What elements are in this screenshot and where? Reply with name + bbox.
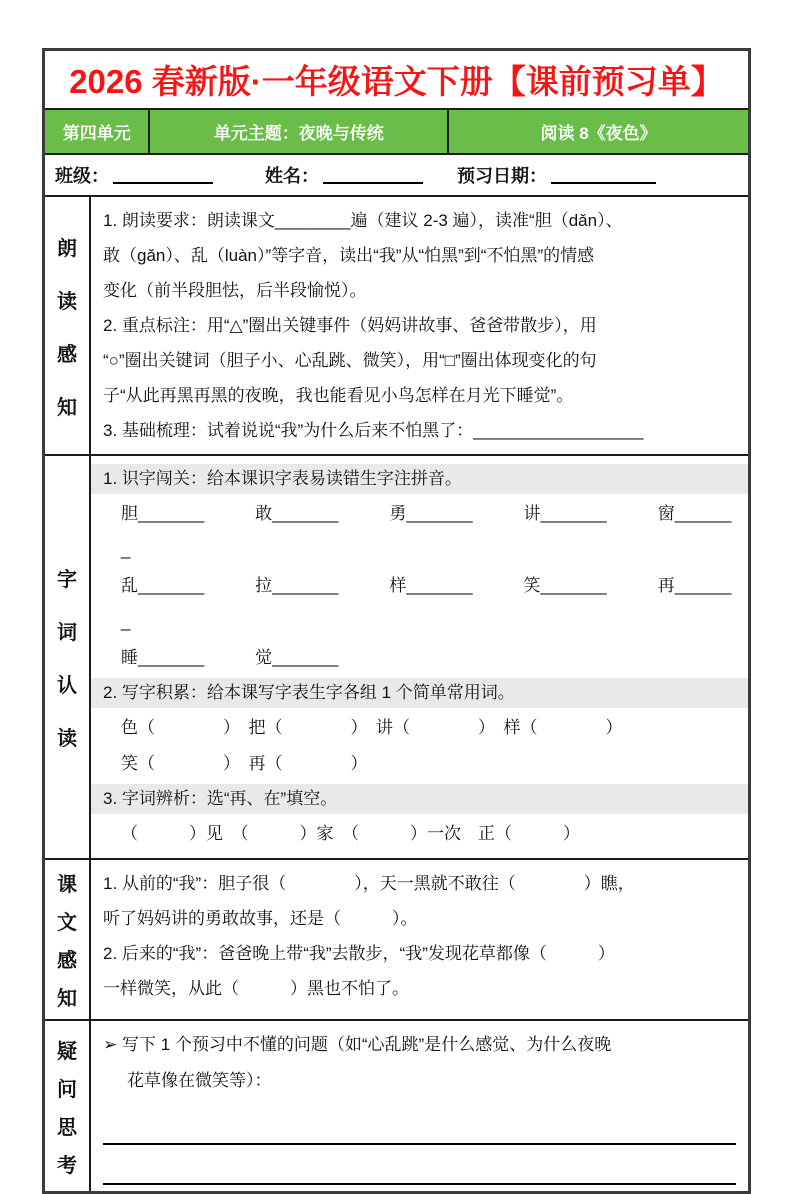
section-label-reading (45, 197, 91, 454)
unit-header-bar (45, 110, 748, 155)
preview-date-blank (551, 166, 656, 184)
section-line: ➢ 写下 1 个预习中不懂的问题（如“心乱跳”是什么感觉、为什么夜晚 (103, 1035, 612, 1054)
section-line: 2. 后来的“我”：爸爸晚上带“我”去散步，“我”发现花草都像（ ） (103, 944, 615, 963)
section-label-char: 读 (57, 728, 77, 750)
section-label-char: 知 (57, 396, 77, 419)
section-label-char: 读 (57, 290, 77, 313)
section-label-text-sense (45, 860, 91, 1019)
section-label-char: 思 (57, 1116, 77, 1139)
section-line: 1. 识字闯关：给本课识字表易读错生字注拼音。 (91, 464, 748, 494)
section-line: 笑（ ） 再（ ） (121, 754, 368, 773)
section-text-sense (45, 860, 748, 1021)
section-line: 一样微笑，从此（ ）黑也不怕了。 (103, 979, 409, 998)
section-label-char: 问 (57, 1078, 77, 1101)
section-line: “○”圈出关键词（胆子小、心乱跳、微笑），用“□”圈出体现变化的句 (103, 351, 597, 370)
section-label-words (45, 456, 91, 858)
name-label: 姓名： (265, 166, 319, 186)
section-label-questions (45, 1021, 91, 1191)
section-words (45, 456, 748, 860)
section-line: （ ）见 （ ）家 （ ）一次 正（ ） (121, 824, 580, 843)
section-line: 2. 写字积累：给本课写字表生字各组 1 个简单常用词。 (91, 678, 748, 708)
section-line: 子“从此再黑再黑的夜晚，我也能看见小鸟怎样在月光下睡觉”。 (103, 386, 574, 405)
section-line: 睡_______ 觉_______ (121, 648, 339, 667)
page-title: 2026 春新版·一年级语文下册【课前预习单】 (69, 63, 724, 100)
answer-blank-line (103, 1145, 736, 1185)
unit-theme-cell: 单元主题：夜晚与传统 (150, 110, 449, 153)
answer-blank-line (103, 1105, 736, 1145)
student-info-row (45, 155, 748, 197)
section-line: 1. 朗读要求：朗读课文________遍（建议 2-3 遍），读准“胆（dǎn）、 (103, 211, 623, 230)
section-label-char: 字 (57, 569, 77, 591)
section-line: 2. 重点标注：用“△”圈出关键事件（妈妈讲故事、爸爸带散步），用 (103, 316, 597, 335)
section-label-char: 文 (57, 912, 77, 934)
section-line: 乱_______ 拉_______ 样_______ 笑_______ 再_______ (121, 576, 732, 631)
section-line: 花草像在微笑等）： (127, 1071, 272, 1090)
sections-container (45, 197, 748, 1191)
section-line: 胆_______ 敢_______ 勇_______ 讲_______ 窗_______ (121, 504, 732, 559)
section-label-char: 疑 (57, 1040, 77, 1063)
section-line: 敢（gǎn）、乱（luàn）”等字音，读出“我”从“怕黑”到“不怕黑”的情感 (103, 246, 595, 265)
section-label-char: 朗 (57, 237, 77, 260)
section-content-text-sense (91, 860, 748, 1019)
section-label-char: 考 (57, 1154, 77, 1177)
section-line: 1. 从前的“我”：胆子很（ ），天一黑就不敢往（ ）瞧， (103, 874, 635, 893)
name-blank (323, 166, 423, 184)
section-reading (45, 197, 748, 456)
lesson-title-cell: 阅读 8《夜色》 (540, 124, 657, 143)
section-line: 色（ ） 把（ ） 讲（ ） 样（ ） (121, 718, 623, 737)
section-label-char: 感 (57, 950, 77, 972)
unit-number-cell: 第四单元 (45, 110, 150, 153)
preview-date-label: 预习日期： (457, 166, 547, 186)
section-label-char: 知 (57, 988, 77, 1010)
worksheet (42, 48, 751, 1194)
section-line: 变化（前半段胆怯，后半段愉悦）。 (103, 281, 367, 300)
section-questions (45, 1021, 748, 1191)
section-label-char: 词 (57, 622, 77, 644)
title-bar (45, 51, 748, 110)
section-label-char: 课 (57, 874, 77, 896)
section-line: 3. 字词辨析：选“再、在”填空。 (91, 784, 748, 814)
section-content-reading (91, 197, 748, 454)
section-line: 听了妈妈讲的勇敢故事，还是（ ）。 (103, 909, 418, 928)
section-label-char: 认 (57, 675, 77, 697)
section-label-char: 感 (57, 343, 77, 366)
class-blank (113, 166, 213, 184)
section-line: 3. 基础梳理：试着说说“我”为什么后来不怕黑了：__________________ (103, 421, 644, 440)
section-content-questions (91, 1021, 748, 1191)
section-content-words (91, 456, 748, 858)
class-label: 班级： (55, 166, 109, 186)
